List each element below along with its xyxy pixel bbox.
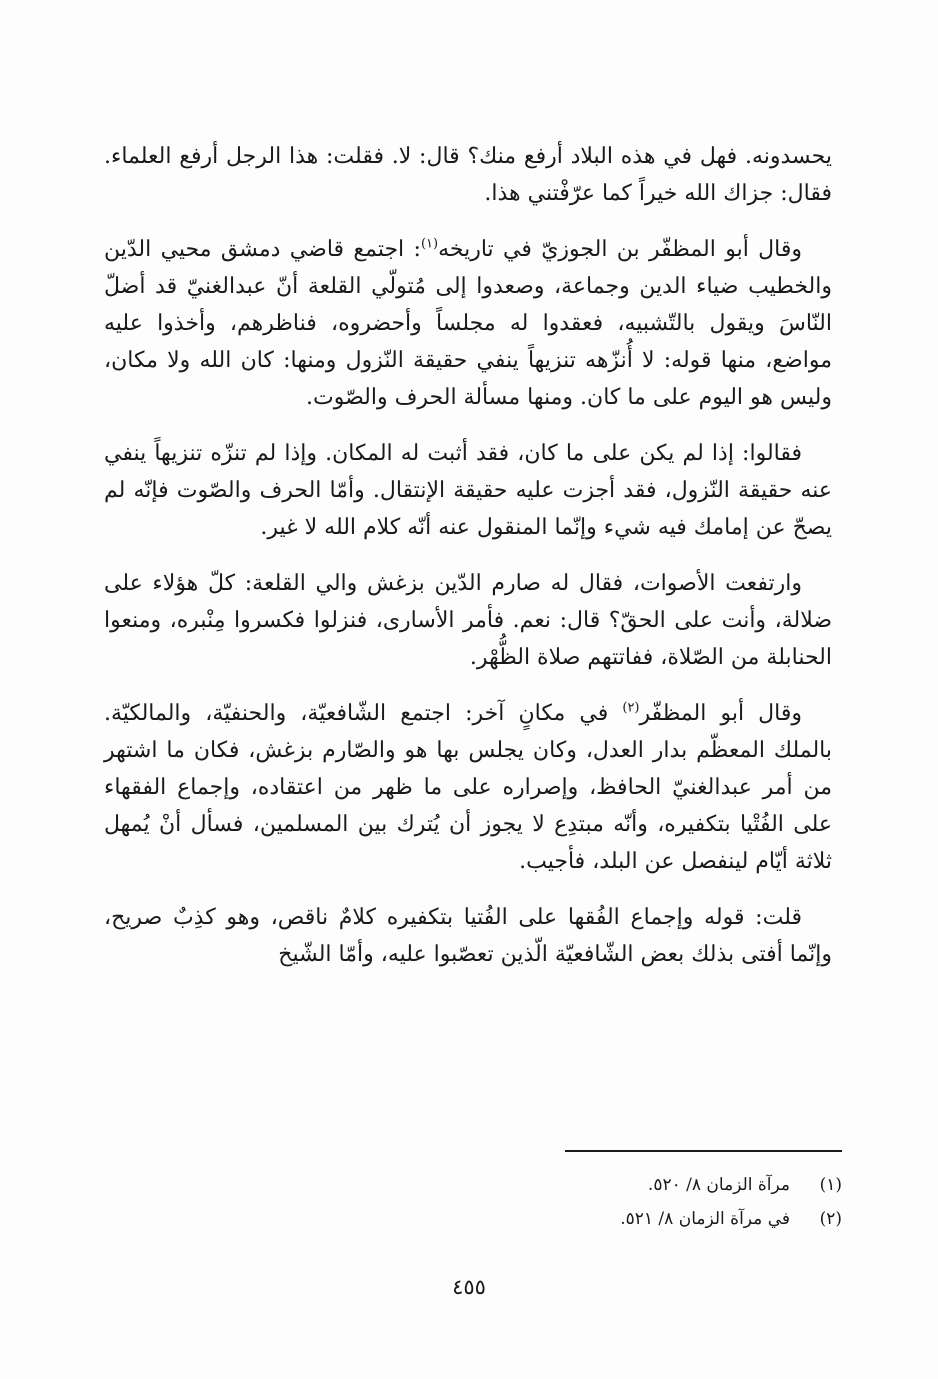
footnote-1 — [300, 1168, 842, 1202]
paragraph-2-lead: وقال أبو المظفّر بن الجوزيّ في تاريخه — [438, 237, 802, 262]
paragraph-5-lead: وقال أبو المظفّر — [639, 701, 802, 726]
main-text — [104, 138, 832, 992]
page-number: ٤٥٥ — [452, 1275, 486, 1299]
footnote-2 — [300, 1202, 842, 1236]
paragraph-1: يحسدونه. فهل في هذه البلاد أرفع منك؟ قال: لا. فقلت: هذا الرجل أرفع العلماء. فقال: جزاك الله خيراً كما عرّفْتني هذا. — [104, 144, 832, 206]
paragraph-5 — [104, 695, 832, 880]
footnote-ref-1[interactable]: (١) — [420, 236, 439, 252]
paragraph-2-rest: : اجتمع قاضي دمشق محيي الدّين والخطيب ضياء الدين وجماعة، وصعدوا إلى مُتولّي القلعة أنّ عبدالغنيّ قد أضلّ النّاسَ ويقول بالتّشبيه، فعقدوا له مجلساً وأحضروه، فناظرهم، وأخذوا عليه مواضع، منها قوله: لا أُنزّهه تنزيهاً ينفي حقيقة النّزول ومنها: كان الله ولا مكان، وليس هو اليوم على ما كان. ومنها مسألة الحرف والصّوت. — [104, 237, 832, 410]
paragraph-4: وارتفعت الأصوات، فقال له صارم الدّين بزغش والي القلعة: كلّ هؤلاء على ضلالة، وأنت على الحقّ؟ قال: نعم. فأمر الأسارى، فنزلوا فكسروا مِنْبره، ومنعوا الحنابلة من الصّلاة، ففاتتهم صلاة الظُّهْر. — [104, 571, 832, 670]
paragraph-3: فقالوا: إذا لم يكن على ما كان، فقد أثبت له المكان. وإذا لم تنزّه تنزيهاً ينفي عنه حقيقة النّزول، فقد أجزت عليه حقيقة الإنتقال. وأمّا الحرف والصّوت فإنّه لم يصحّ عن إمامك فيه شيء وإنّما المنقول عنه أنّه كلام الله لا غير. — [104, 441, 832, 540]
paragraph-5-rest: في مكانٍ آخر: اجتمع الشّافعيّة، والحنفيّة، والمالكيّة. بالملك المعظّم بدار العدل، وكان يجلس بها هو والصّارم بزغش، فكان ما اشتهر من أمر عبدالغنيّ الحافظ، وإصراره على ما ظهر من اعتقاده، وإجماع الفقهاء على الفُتْيا بتكفيره، وأنّه مبتدِع لا يجوز أن يُترك بين المسلمين، فسأل أنْ يُمهل ثلاثة أيّام لينفصل عن البلد، فأجيب. — [104, 701, 832, 874]
footnote-divider — [565, 1150, 842, 1152]
footnote-2-text: في مرآة الزمان ٨/ ٥٢١. — [620, 1209, 790, 1229]
footnote-1-text: مرآة الزمان ٨/ ٥٢٠. — [647, 1175, 790, 1195]
footnote-1-number: (١) — [819, 1175, 842, 1195]
paragraph-2 — [104, 231, 832, 416]
footnote-ref-2[interactable]: (٢) — [622, 700, 640, 716]
paragraph-6: قلت: قوله وإجماع الفُقها على الفُتيا بتكفيره كلامٌ ناقص، وهو كذِبٌ صريح، وإنّما أفتى بذلك بعض الشّافعيّة الّذين تعصّبوا عليه، وأمّا الشّيخ — [104, 905, 832, 967]
footnotes — [300, 1168, 842, 1236]
footnote-2-number: (٢) — [819, 1209, 842, 1229]
